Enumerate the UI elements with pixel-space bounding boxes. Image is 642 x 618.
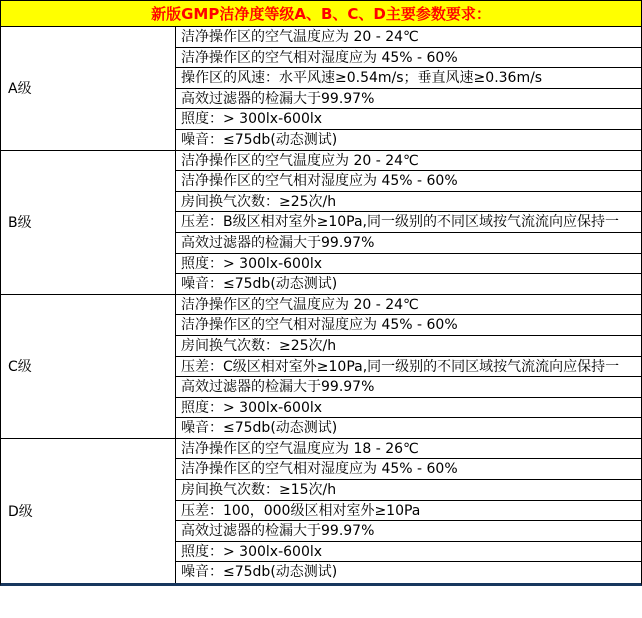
section-grade-a (1, 27, 641, 151)
param-cell-temperature: 洁净操作区的空气温度应为 20 - 24℃ (176, 27, 641, 48)
grade-cell-a: A级 (1, 27, 176, 151)
param-cell-humidity: 洁净操作区的空气相对湿度应为 45% - 60% (176, 315, 641, 336)
section-grade-b (1, 151, 641, 295)
param-cell-temperature: 洁净操作区的空气温度应为 18 - 26℃ (176, 439, 641, 460)
param-cell-noise: 噪音：≤75db(动态测试) (176, 418, 641, 439)
param-cell-pressure-diff: 压差：C级区相对室外≥10Pa,同一级别的不同区域按气流流向应保持一 (176, 357, 641, 378)
param-cell-air-changes: 房间换气次数：≥25次/h (176, 192, 641, 213)
grade-cell-d: D级 (1, 439, 176, 583)
param-cell-temperature: 洁净操作区的空气温度应为 20 - 24℃ (176, 295, 641, 316)
grade-cell-c: C级 (1, 295, 176, 439)
param-cell-pressure-diff: 压差：100，000级区相对室外≥10Pa (176, 501, 641, 522)
param-cell-noise: 噪音：≤75db(动态测试) (181, 564, 338, 581)
param-cell-air-changes: 房间换气次数：≥25次/h (176, 336, 641, 357)
param-cell-temperature: 洁净操作区的空气温度应为 20 - 24℃ (176, 151, 641, 172)
grade-cell-b: B级 (1, 151, 176, 295)
param-cell-noise: 噪音：≤75db(动态测试) (176, 130, 641, 151)
param-rows-d (176, 439, 641, 583)
param-cell-illuminance: 照度：> 300lx-600lx (176, 254, 641, 275)
param-rows-c (176, 295, 641, 439)
table-title: 新版GMP洁净度等级A、B、C、D主要参数要求： (1, 1, 641, 27)
param-cell-illuminance: 照度：> 300lx-600lx (176, 109, 641, 130)
param-cell-illuminance: 照度：> 300lx-600lx (176, 398, 641, 419)
param-rows-b (176, 151, 641, 295)
param-cell-hepa-leak: 高效过滤器的检漏大于99.97% (176, 233, 641, 254)
param-cell-air-changes: 房间换气次数：≥15次/h (176, 480, 641, 501)
param-cell-hepa-leak: 高效过滤器的检漏大于99.97% (176, 521, 641, 542)
param-rows-a (176, 27, 641, 151)
param-cell-humidity: 洁净操作区的空气相对湿度应为 45% - 60% (176, 459, 641, 480)
section-grade-c (1, 295, 641, 439)
param-cell-hepa-leak: 高效过滤器的检漏大于99.97% (176, 377, 641, 398)
param-cell-air-velocity: 操作区的风速：水平风速≥0.54m/s；垂直风速≥0.36m/s (176, 68, 641, 89)
param-cell-pressure-diff: 压差：B级区相对室外≥10Pa,同一级别的不同区域按气流流向应保持一 (176, 212, 641, 233)
param-cell-humidity: 洁净操作区的空气相对湿度应为 45% - 60% (176, 171, 641, 192)
param-cell-noise: 噪音：≤75db(动态测试) (176, 274, 641, 295)
param-cell-hepa-leak: 高效过滤器的检漏大于99.97% (176, 89, 641, 110)
param-cell-illuminance: 照度：> 300lx-600lx (176, 542, 641, 563)
section-grade-d (1, 439, 641, 583)
param-cell-humidity: 洁净操作区的空气相对湿度应为 45% - 60% (176, 48, 641, 69)
